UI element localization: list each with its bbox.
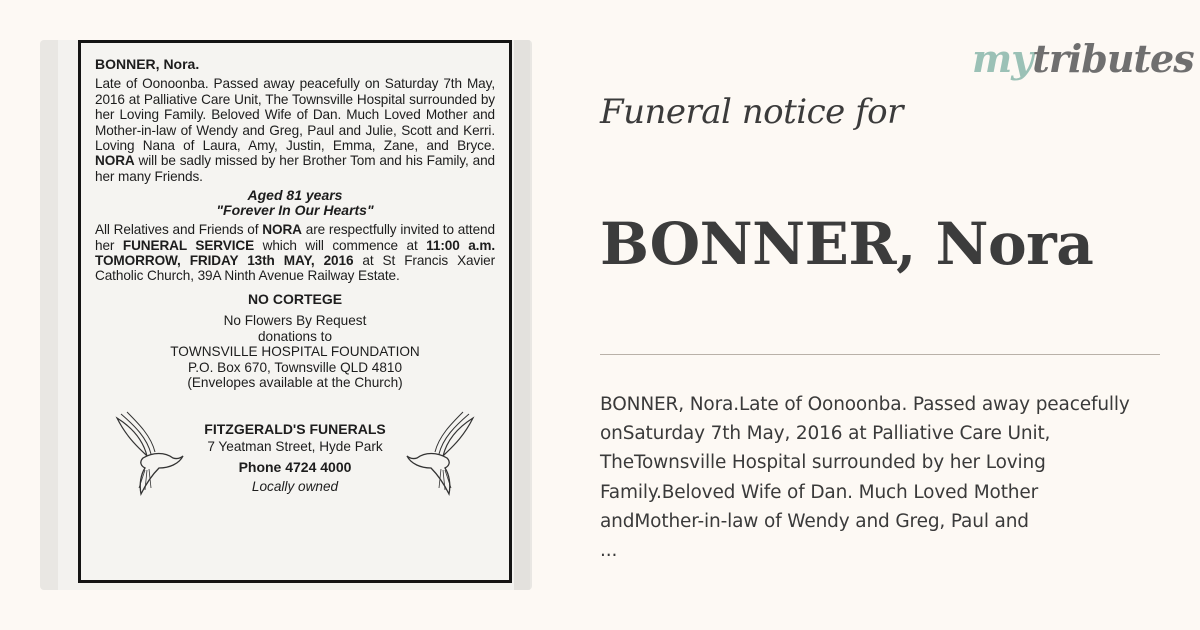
excerpt-line: BONNER, Nora.Late of Oonoonba. Passed away peacefully xyxy=(600,394,1130,415)
donation-line: donations to xyxy=(257,328,333,344)
funeral-home-address: 7 Yeatman Street, Hyde Park xyxy=(207,439,383,455)
donation-line: No Flowers By Request xyxy=(223,313,367,329)
notice-donations xyxy=(95,313,495,390)
deceased-name: BONNER, Nora xyxy=(600,210,1094,278)
notice-scan xyxy=(58,40,522,590)
notice-aged: Aged 81 years xyxy=(247,187,343,204)
brand-logo: mytributes xyxy=(972,36,1194,81)
notice-image-card xyxy=(40,40,532,590)
donation-line: (Envelopes available at the Church) xyxy=(187,374,403,390)
funeral-home-phone: Phone 4724 4000 xyxy=(238,459,352,476)
divider xyxy=(600,354,1160,355)
excerpt-line: andMother-in-law of Wendy and Greg, Paul and xyxy=(600,510,1029,532)
donation-line: P.O. Box 670, Townsville QLD 4810 xyxy=(187,359,403,375)
notice-excerpt xyxy=(600,390,1185,565)
image-edge-strip xyxy=(514,40,530,590)
notice-frame xyxy=(78,40,512,583)
notice-paragraph-2: All Relatives and Friends of NORA are respectfully invited to attend her FUNERAL SERVICE which will commence at 11:00 a.m. TOMORROW, FRIDAY 13th MAY, 2016 at St Francis Xavier Catholic Church, 39A Ninth Avenue Railway Estate. xyxy=(95,222,495,284)
donation-line: TOWNSVILLE HOSPITAL FOUNDATION xyxy=(170,344,420,360)
dove-icon xyxy=(405,408,477,498)
page-heading: Funeral notice for xyxy=(600,92,903,132)
funeral-home-tagline: Locally owned xyxy=(251,479,339,495)
excerpt-line: Family.Beloved Wife of Dan. Much Loved Mother xyxy=(600,481,1039,503)
notice-motto: "Forever In Our Hearts" xyxy=(216,202,374,219)
excerpt-ellipsis: ... xyxy=(600,540,618,562)
notice-name: BONNER, Nora. xyxy=(95,56,200,72)
funeral-home-details xyxy=(175,420,415,496)
funeral-home-block xyxy=(95,408,495,504)
notice-cortege: NO CORTEGE xyxy=(247,290,343,307)
excerpt-line: onSaturday 7th May, 2016 at Palliative Care Unit, xyxy=(600,423,1051,445)
notice-paragraph-1: Late of Oonoonba. Passed away peacefully on Saturday 7th May, 2016 at Palliative Care Unit, The Townsville Hospital surrounded by her Loving Family. Beloved Wife of Dan. Much Loved Mother and Mother-in-law of Wendy and Greg, Paul and Julie, Scott and Kerri. Loving Nana of Laura, Amy, Justin, Emma, Zane, and Bryce. NORA will be sadly missed by her Brother Tom and his Family, and her many Friends. xyxy=(95,76,495,184)
funeral-home-name: FITZGERALD'S FUNERALS xyxy=(204,421,386,438)
excerpt-line: TheTownsville Hospital surrounded by her Loving xyxy=(600,452,1046,474)
